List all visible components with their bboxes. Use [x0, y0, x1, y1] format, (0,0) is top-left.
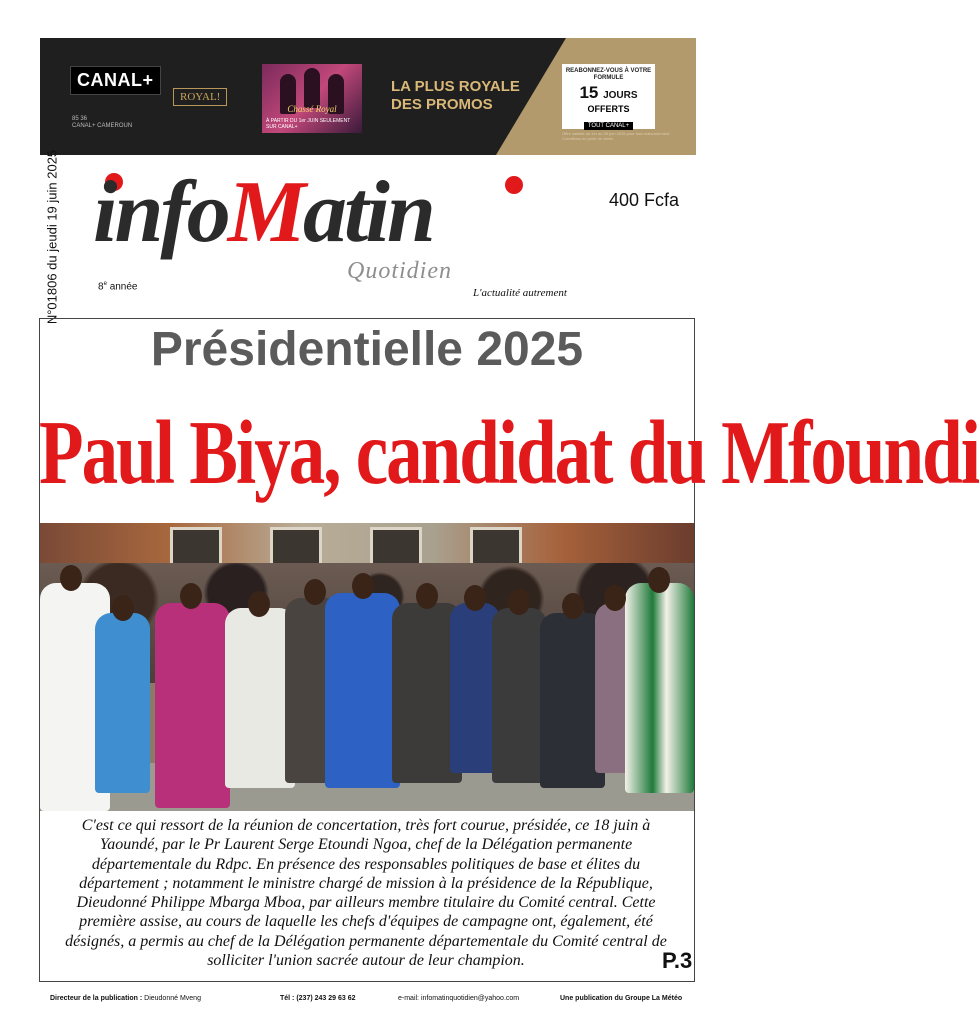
photo-head	[304, 579, 326, 605]
offer-number: 15	[579, 83, 599, 102]
offer-top-text: REABONNEZ-VOUS À VOTRE FORMULE	[565, 68, 652, 81]
logo-subtitle: Quotidien	[347, 258, 452, 284]
photo-head	[180, 583, 202, 609]
story-headline[interactable]: Paul Biya, candidat du Mfoundi	[39, 401, 979, 503]
photo-head	[112, 595, 134, 621]
photo-head	[508, 589, 530, 615]
edition-year-suffix: e	[103, 281, 107, 287]
royal-badge: ROYAL!	[173, 88, 227, 106]
logo-part-info: info	[93, 164, 228, 261]
story-kicker: Présidentielle 2025	[150, 323, 584, 376]
canal-plus-logo: CANAL+	[70, 66, 161, 95]
footer-email[interactable]: e-mail: infomatinquotidien@yahoo.com	[398, 995, 520, 1002]
logo-part-m: M	[227, 164, 303, 261]
photo-head	[562, 593, 584, 619]
photo-person	[95, 613, 150, 793]
group-photo	[40, 523, 694, 811]
infomatin-logo	[93, 163, 433, 263]
story-lede: C'est ce qui ressort de la réunion de concertation, très fort courue, présidée, ce 18 juin à Yaoundé, par le Pr Laurent Serge Etoundi Ngoa, chef de la Délégation permanente départementale du Rdpc. En présence des responsables politiques de base et élites du département ; notamment le ministre chargé de mission à la présidence de la République, Dieudonné Philippe Mbarga Mboa, par ailleurs membre titulaire du Comité central. Cette première assise, au cours de laquelle les chefs d'équipes de campagne ont, également, été désignés, a permis au chef de la Délégation permanente départementale du Comité central de solliciter l'union sacrée autour de leur champion.	[65, 817, 667, 970]
ad-offer-box	[562, 64, 655, 129]
issue-number-text: N°01806 du jeudi 19 juin 2025	[44, 149, 60, 325]
offer-tag: TOUT CANAL+	[584, 122, 633, 130]
logo-part-atin: atin	[302, 164, 433, 261]
photo-head	[352, 573, 374, 599]
ad-slogan-line2: DES PROMOS	[391, 96, 493, 113]
tagline: L'actualité autrement	[473, 287, 567, 299]
ad-slogan-line1: LA PLUS ROYALE	[391, 78, 520, 95]
issue-number	[44, 149, 60, 325]
poster-figure	[304, 68, 320, 108]
poster-title: Chassé Royal	[287, 104, 337, 114]
poster-footer: À PARTIR DU 1er JUIN SEULEMENT SUR CANAL+	[266, 118, 351, 130]
canal-plus-contact: 85 36 CANAL+ CAMEROUN	[72, 116, 133, 129]
ad-poster-image	[262, 64, 362, 133]
photo-head	[604, 585, 626, 611]
footer-tel: Tél : (237) 243 29 63 62	[280, 995, 356, 1002]
photo-person	[155, 603, 230, 808]
footer-director-name: Dieudonné Mveng	[144, 995, 201, 1002]
footer-director-label: Directeur de la publication :	[50, 995, 143, 1002]
footer-director	[50, 995, 201, 1002]
photo-head	[248, 591, 270, 617]
canal-plus-ad-banner[interactable]	[40, 38, 696, 155]
edition-year-number: 8	[98, 281, 104, 293]
edition-year	[98, 281, 138, 292]
photo-head	[648, 567, 670, 593]
page-reference[interactable]: P.3	[662, 948, 693, 973]
offer-jours: JOURS	[603, 90, 638, 101]
photo-head	[416, 583, 438, 609]
logo-red-dot	[505, 176, 523, 194]
footer-publisher: Une publication du Groupe La Météo	[560, 995, 683, 1002]
photo-head	[464, 585, 486, 611]
offer-offerts: OFFERTS	[587, 104, 630, 114]
price: 400 Fcfa	[609, 190, 680, 210]
photo-head	[60, 565, 82, 591]
offer-main-text	[562, 84, 655, 104]
edition-year-label: année	[109, 281, 138, 293]
photo-person	[325, 593, 400, 788]
photo-person	[492, 608, 547, 783]
offer-legal-text: Offre valable du 1er au 30 juin 2025 pour tout réabonnement. Conditions en point de vente.	[562, 131, 671, 141]
ad-slogan	[391, 78, 520, 114]
photo-person	[625, 583, 694, 793]
